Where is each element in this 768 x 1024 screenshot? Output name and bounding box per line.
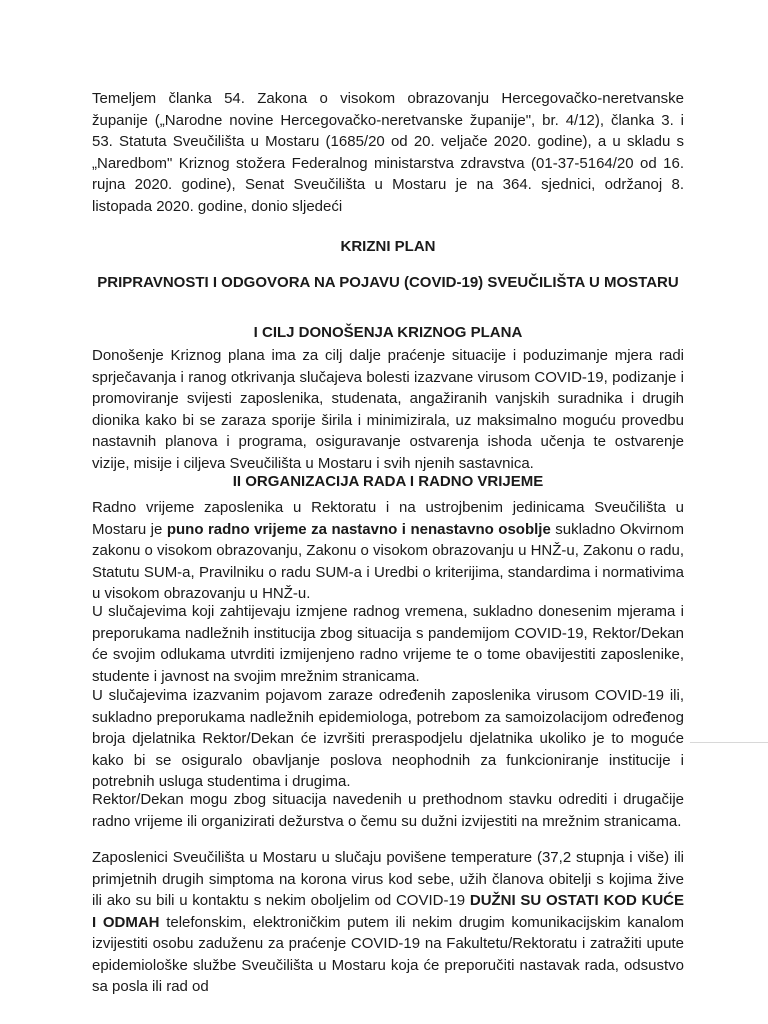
section-1-heading: I CILJ DONOŠENJA KRIZNOG PLANA: [253, 324, 523, 341]
emphasis-text: puno radno vrijeme za nastavno i nenastavno osoblje: [166, 520, 551, 538]
paragraph-text: Radno vrijeme zaposlenika u Rektoratu i na ustrojbenim jedinicama Sveučilišta u Mostaru je: [92, 499, 684, 538]
paragraph-text: telefonskim, elektroničkim putem ili nekim drugim komunikacijskim kanalom izvijestiti osobu zaduženu za praćenje COVID-19 na Fakultetu/Rektoratu i zatražiti upute epidemiološke službe Sveučilišta u Mostaru koja će preporučiti nastavak rada, odsustvo sa posla ili rad od: [92, 913, 684, 995]
section-2-paragraph-2: U slučajevima koji zahtijevaju izmjene radnog vremena, sukladno donesenim mjerama i preporukama nadležnih institucija zbog situacija s pandemijom COVID-19, Rektor/Dekan će svojim odlukama utvrditi izmijenjeno radno vrijeme te o tome obavijestiti zaposlenike, studente i javnost na svojim mrežnim stranicama.: [92, 603, 684, 685]
emphasis-text: DUŽNI SU OSTATI KOD KUĆE I ODMAH: [92, 892, 684, 931]
document-subtitle: PRIPRAVNOSTI I ODGOVORA NA POJAVU (COVID-19) SVEUČILIŠTA U MOSTARU: [97, 274, 679, 291]
section-2-paragraph-4: Rektor/Dekan mogu zbog situacija navedenih u prethodnom stavku odrediti i drugačije radno vrijeme ili organizirati dežurstva o čemu su dužni izvijestiti na mrežnim stranicama.: [92, 791, 684, 830]
scan-artifact-line: [690, 742, 768, 743]
section-2-paragraph-3: U slučajevima izazvanim pojavom zaraze određenih zaposlenika virusom COVID-19 ili, sukladno preporukama nadležnih epidemiologa, potrebom za samoizolacijom određenog broja djelatnika Rektor/Dekan će izvršiti preraspodjelu djelatnika ukoliko je to moguće kako bi se osiguralo obavljanje poslova neophodnih za funkcioniranje institucije i potrebnih usluga studentima i drugima.: [92, 687, 684, 790]
paragraph-text: Zaposlenici Sveučilišta u Mostaru u slučaju povišene temperature (37,2 stupnja i više) ili primjetnih drugih simptoma na korona virus kod sebe, užih članova obitelji s kojima žive ili ako su bili u kontaktu s nekim oboljelim od COVID-19: [92, 849, 684, 909]
paragraph-text: sukladno Okvirnom zakonu o visokom obrazovanju, Zakonu o visokom obrazovanju u HNŽ-u, Zakonu o radu, Statutu SUM-a, Pravilniku o radu SUM-a i Uredbi o kriterijima, standardima i normativima u visokom obrazovanju u HNŽ-u.: [92, 520, 684, 602]
intro-paragraph: Temeljem članka 54. Zakona o visokom obrazovanju Hercegovačko-neretvanske županije („Narodne novine Hercegovačko-neretvanske županije", br. 4/12), članka 3. i 53. Statuta Sveučilišta u Mostaru (1685/20 od 20. veljače 2020. godine), a u skladu s „Naredbom" Kriznog stožera Federalnog ministarstva zdravstva (01-37-5164/20 od 16. rujna 2020. godine), Senat Sveučilišta u Mostaru je na 364. sjednici, održanoj 8. listopada 2020. godine, donio sljedeći: [92, 90, 684, 215]
section-2-paragraph-1: [92, 497, 684, 605]
document-title: KRIZNI PLAN: [340, 238, 436, 255]
section-2-paragraph-5: [92, 847, 684, 998]
section-1-paragraph-1: Donošenje Kriznog plana ima za cilj dalje praćenje situacije i poduzimanje mjera radi sprječavanja i ranog otkrivanja slučajeva bolesti izazvane virusom COVID-19, podizanje i promoviranje svijesti zaposlenika, studenata, angažiranih vanjskih suradnika i drugih dionika kako bi se zaraza sporije širila i minimizirala, uz maksimalno moguću provedbu nastavnih planova i programa, osiguravanje ostvarenja ishoda učenja te ostvarenje vizije, misije i ciljeva Sveučilišta u Mostaru i svih njenih sastavnica.: [92, 347, 684, 472]
section-2-heading: II ORGANIZACIJA RADA I RADNO VRIJEME: [232, 473, 544, 490]
